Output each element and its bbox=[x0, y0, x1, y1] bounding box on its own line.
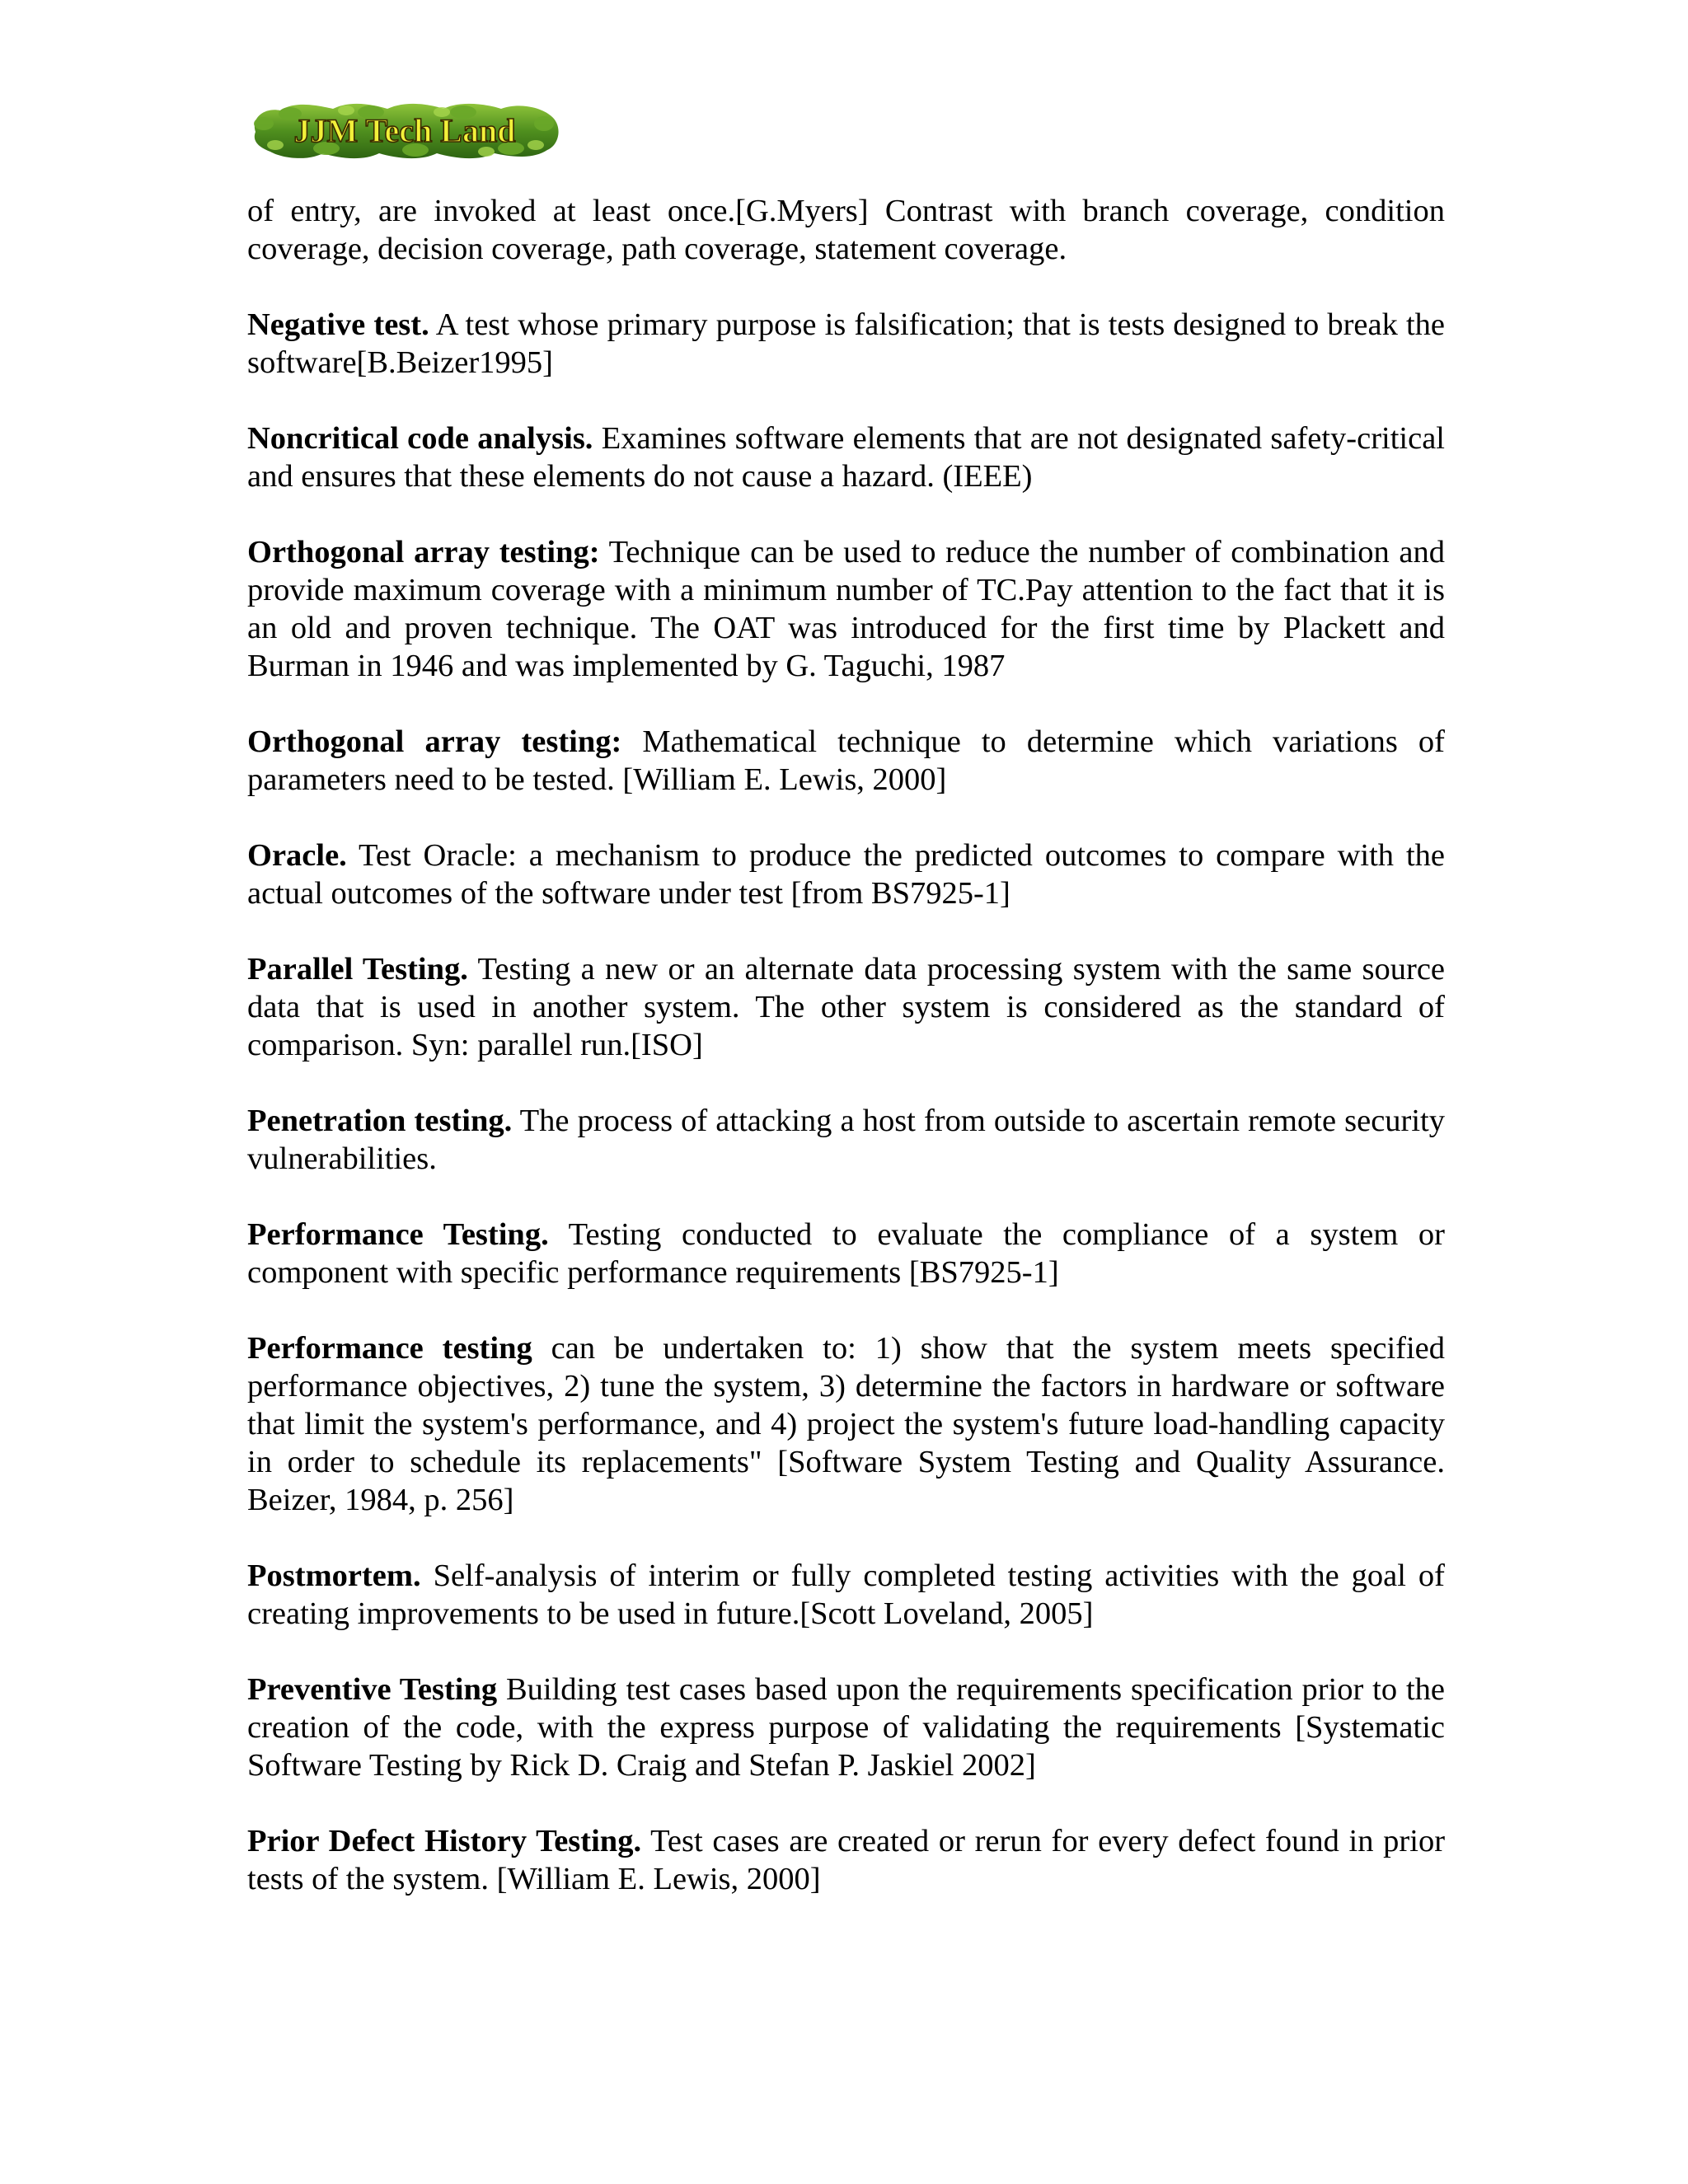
jjm-tech-land-logo bbox=[247, 99, 562, 163]
glossary-entry-negative-test bbox=[247, 306, 1445, 382]
entry-term: Prior Defect History Testing. bbox=[247, 1824, 642, 1858]
entry-term: Postmortem. bbox=[247, 1558, 421, 1593]
glossary-entry-prior-defect-history-testing bbox=[247, 1822, 1445, 1898]
entry-term: Preventive Testing bbox=[247, 1672, 498, 1707]
entry-term: Performance Testing. bbox=[247, 1217, 549, 1252]
glossary-entry-orthogonal-array-testing bbox=[247, 533, 1445, 685]
entry-term: Penetration testing. bbox=[247, 1104, 513, 1138]
glossary-entry-preventive-testing bbox=[247, 1671, 1445, 1784]
glossary-entry-noncritical-code-analysis bbox=[247, 419, 1445, 495]
entry-text: Examines software elements that are not designated safety-critical and ensures that these elements do not cause a hazard. (IEEE) bbox=[247, 421, 1445, 494]
entry-text: Technique can be used to reduce the number of combination and provide maximum coverage with a minimum number of TC.Pay attention to the fact that it is an old and proven technique. The OAT was introduced for the first time by Plackett and Burman in 1946 and was implemented by G. Taguchi, 1987 bbox=[247, 535, 1445, 683]
glossary-entry-performance-testing bbox=[247, 1216, 1445, 1291]
entry-text: Building test cases based upon the requirements specification prior to the creation of the code, with the express purpose of validating the requirements [Systematic Software Testing by Rick D. Craig and Stefan P. Jaskiel 2002] bbox=[247, 1672, 1445, 1783]
entry-term: Orthogonal array testing: bbox=[247, 535, 600, 569]
glossary-entry-oracle bbox=[247, 837, 1445, 912]
entry-term: Negative test. bbox=[247, 307, 429, 342]
glossary-entry-continuation bbox=[247, 192, 1445, 268]
glossary-content bbox=[247, 192, 1445, 1936]
glossary-entry-postmortem bbox=[247, 1557, 1445, 1633]
entry-term: Orthogonal array testing: bbox=[247, 724, 622, 759]
glossary-entry-orthogonal-array-testing-2 bbox=[247, 723, 1445, 799]
entry-text: A test whose primary purpose is falsification; that is tests designed to break the software[B.Beizer1995] bbox=[247, 307, 1445, 380]
entry-term: Noncritical code analysis. bbox=[247, 421, 593, 456]
entry-term: Parallel Testing. bbox=[247, 952, 468, 987]
entry-text: Testing conducted to evaluate the compliance of a system or component with specific performance requirements [BS7925-1] bbox=[247, 1217, 1445, 1290]
entry-text: Self-analysis of interim or fully completed testing activities with the goal of creating improvements to be used in future.[Scott Loveland, 2005] bbox=[247, 1558, 1445, 1631]
entry-text: Test cases are created or rerun for every defect found in prior tests of the system. [William E. Lewis, 2000] bbox=[247, 1824, 1446, 1896]
entry-text: Test Oracle: a mechanism to produce the predicted outcomes to compare with the actual outcomes of the software under test [from BS7925-1] bbox=[247, 838, 1445, 911]
glossary-entry-parallel-testing bbox=[247, 950, 1445, 1064]
logo-text: JJM Tech Land bbox=[293, 112, 516, 149]
entry-text: The process of attacking a host from outside to ascertain remote security vulnerabilities. bbox=[247, 1104, 1445, 1176]
entry-term: Oracle. bbox=[247, 838, 347, 873]
entry-text: can be undertaken to: 1) show that the system meets specified performance objectives, 2) tune the system, 3) determine the factors in hardware or software that limit the system's performance, and 4) project the system's future load-handling capacity in order to schedule its replacements" [Software System Testing and Quality Assurance. Beizer, 1984, p. 256] bbox=[247, 1331, 1445, 1517]
entry-text: Testing a new or an alternate data processing system with the same source data that is used in another system. The other system is considered as the standard of comparison. Syn: parallel run.[ISO] bbox=[247, 952, 1445, 1062]
entry-term: Performance testing bbox=[247, 1331, 532, 1366]
glossary-entry-penetration-testing bbox=[247, 1102, 1445, 1178]
entry-text: Mathematical technique to determine which variations of parameters need to be tested. [William E. Lewis, 2000] bbox=[247, 724, 1445, 797]
logo-image bbox=[247, 99, 562, 163]
entry-text: of entry, are invoked at least once.[G.Myers] Contrast with branch coverage, condition coverage, decision coverage, path coverage, statement coverage. bbox=[247, 194, 1445, 266]
glossary-entry-performance-testing-2 bbox=[247, 1329, 1445, 1519]
